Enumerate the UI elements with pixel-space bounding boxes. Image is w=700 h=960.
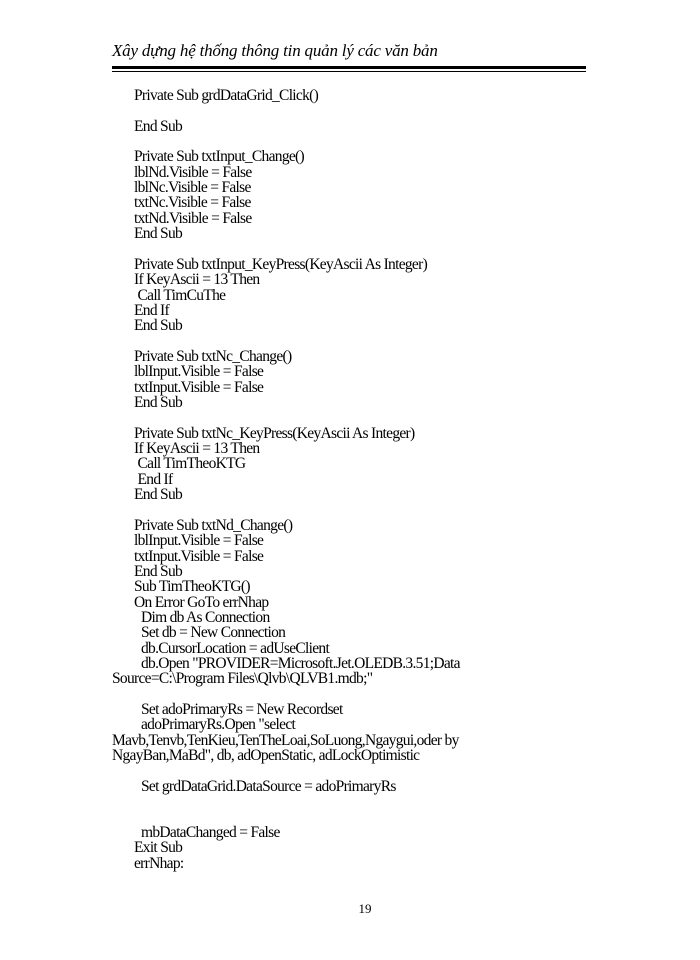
code-line: Private Sub txtNc_Change() (134, 347, 292, 365)
header-title: Xây dựng hệ thống thông tin quản lý các văn bản (112, 41, 438, 60)
code-line: lblInput.Visible = False (134, 363, 264, 381)
code-line: Mavb,Tenvb,TenKieu,TenTheLoai,SoLuong,Ngaygui,oder by (112, 731, 459, 749)
code-line: txtInput.Visible = False (134, 378, 264, 396)
code-line: mbDataChanged = False (141, 823, 280, 841)
code-line: NgayBan,MaBd", db, adOpenStatic, adLockOptimistic (112, 747, 420, 765)
code-line: Call TimTheoKTG (137, 455, 246, 473)
code-line: End Sub (134, 117, 183, 135)
code-line: Call TimCuThe (137, 286, 226, 304)
code-line: End If (137, 470, 173, 488)
code-line: lblNd.Visible = False (134, 163, 252, 181)
page-number: 19 (358, 901, 372, 916)
code-line: txtNc.Visible = False (134, 194, 251, 212)
code-line: End Sub (134, 562, 183, 580)
code-line: db.CursorLocation = adUseClient (141, 639, 330, 657)
code-line: Dim db As Connection (141, 608, 270, 626)
code-line: End Sub (134, 394, 183, 411)
code-line: Exit Sub (134, 839, 183, 857)
page-header (112, 40, 586, 72)
code-line: txtNd.Visible = False (134, 209, 252, 227)
code-line: Set db = New Connection (141, 624, 286, 642)
code-line: Private Sub grdDataGrid_Click() (134, 87, 319, 104)
code-line: Set grdDataGrid.DataSource = adoPrimaryRs (141, 777, 396, 795)
code-line: Set adoPrimaryRs = New Recordset (141, 701, 343, 718)
code-line: Sub TimTheoKTG() (134, 578, 250, 596)
code-line: lblNc.Visible = False (134, 179, 251, 197)
code-line: errNhap: (134, 854, 184, 872)
code-line: End Sub (134, 317, 183, 335)
code-line: End Sub (134, 486, 183, 504)
code-line: End If (134, 301, 169, 319)
code-line: Private Sub txtInput_Change() (134, 148, 304, 166)
code-line: On Error GoTo errNhap (134, 593, 269, 611)
code-line: End Sub (134, 225, 183, 243)
code-line: db.Open "PROVIDER=Microsoft.Jet.OLEDB.3.51;Data (141, 654, 460, 672)
code-line: If KeyAscii = 13 Then (134, 440, 260, 458)
code-listing (0, 88, 700, 888)
code-line: If KeyAscii = 13 Then (134, 271, 260, 289)
code-line: txtInput.Visible = False (134, 547, 264, 565)
code-line: Source=C:\Program Files\Qlvb\QLVB1.mdb;" (112, 670, 373, 688)
code-line: Private Sub txtNd_Change() (134, 516, 293, 534)
code-line: lblInput.Visible = False (134, 532, 264, 550)
code-line: Private Sub txtNc_KeyPress(KeyAscii As Integer) (134, 424, 415, 442)
header-rule-thin (112, 71, 586, 72)
code-line: Private Sub txtInput_KeyPress(KeyAscii As Integer) (134, 255, 428, 273)
code-line: adoPrimaryRs.Open "select (141, 716, 296, 734)
header-rule-thick (112, 66, 586, 69)
